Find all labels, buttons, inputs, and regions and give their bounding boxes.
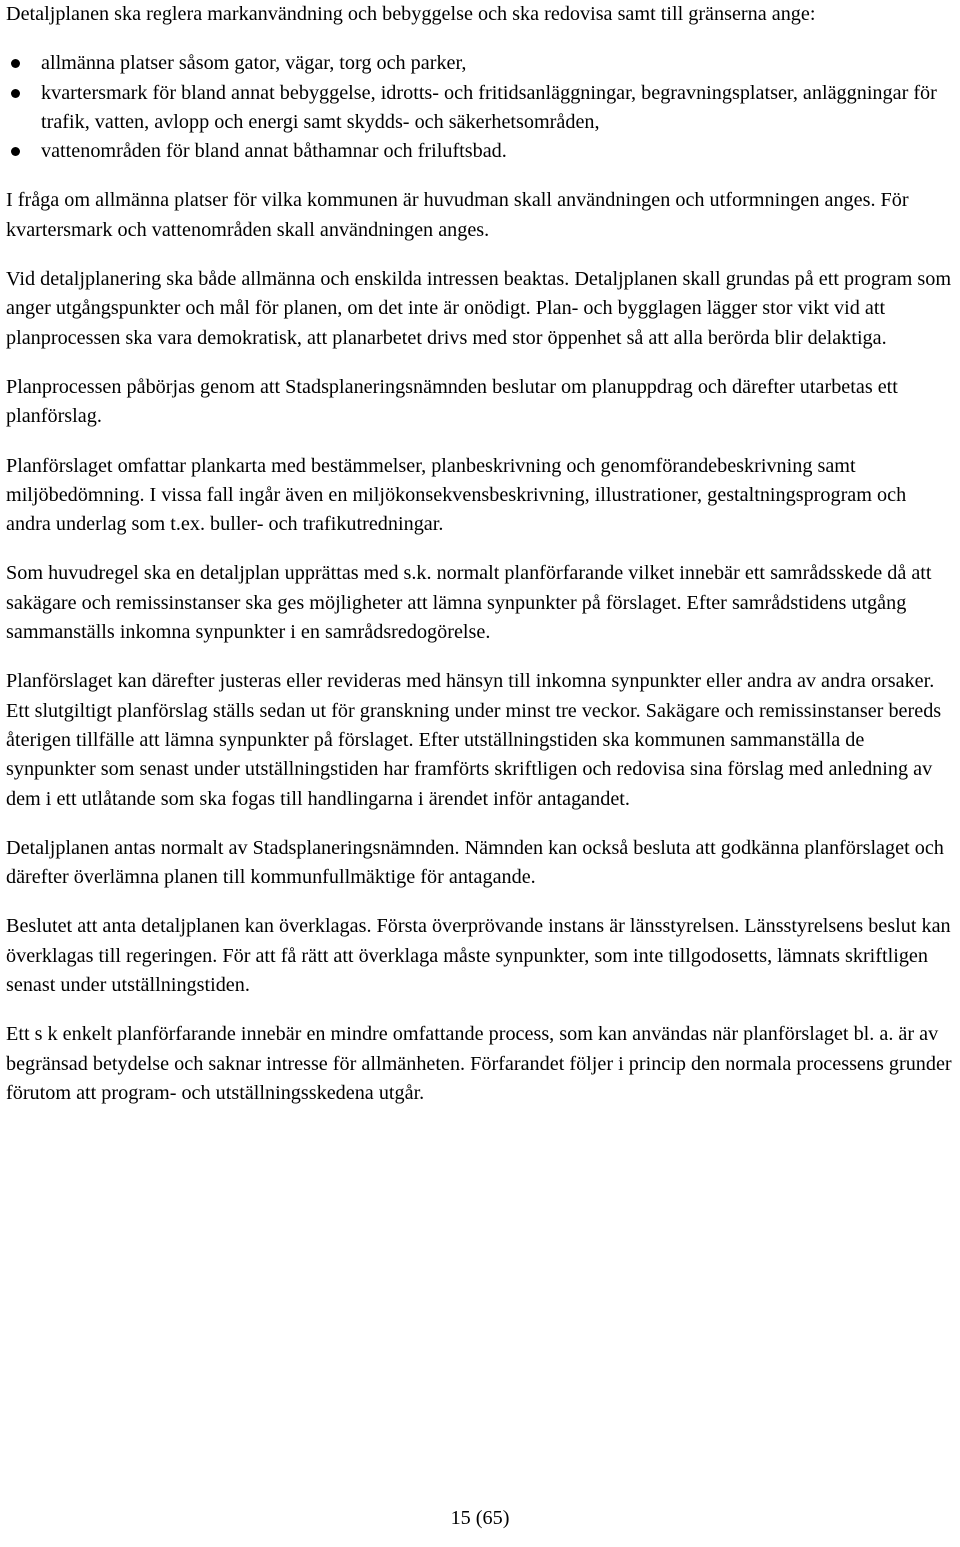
paragraph-simple-procedure: Ett s k enkelt planförfarande innebär en mindre omfattande process, som kan användas när planförslaget bl. a. är av begränsad betydelse och saknar intresse för allmänheten. Förfarandet följer i princip den normala processens grunder förutom att program- och utställningsskedena utgår.: [6, 1023, 952, 1104]
page-number: 15 (65): [450, 1507, 510, 1529]
paragraph-normal-procedure: Som huvudregel ska en detaljplan upprättas med s.k. normalt planförfarande vilket innebär ett samrådsskede då att sakägare och remissinstanser ska ges möjligheter att lämna synpunkter på förslaget. Efter samrådstidens utgång sammanställs inkomna synpunkter i en samrådsredogörelse.: [6, 562, 932, 644]
bullet-text: allmänna platser såsom gator, vägar, torg och parker,: [41, 52, 467, 75]
bullet-text: kvartersmark för bland annat bebyggelse, idrotts- och fritidsanläggningar, begravningsplatser, anläggningar för trafik, vatten, avlopp och energi samt skydds- och säkerhetsområden,: [41, 81, 937, 133]
paragraph-interests: Vid detaljplanering ska både allmänna och enskilda intressen beaktas. Detaljplanen skall grundas på ett program som anger utgångspunkter och mål för planen, om det inte är onödigt. Plan- och bygglagen lägger stor vikt vid att planprocessen ska vara demokratisk, att planarbetet drivs med stor öppenhet så att alla berörda blir delaktiga.: [6, 268, 952, 349]
paragraph-proposal-contents: Planförslaget omfattar plankarta med bestämmelser, planbeskrivning och genomförandebeskrivning samt miljöbedömning. I vissa fall ingår även en miljökonsekvensbeskrivning, illustrationer, gestaltningsprogram och andra underlag som t.ex. buller- och trafikutredningar.: [6, 454, 907, 536]
paragraph-process-start: Planprocessen påbörjas genom att Stadsplaneringsnämnden beslutar om planuppdrag och därefter utarbetas ett planförslag.: [6, 375, 898, 428]
bullet-item: [6, 79, 956, 138]
bullet-icon: [11, 147, 20, 156]
paragraph-revision: Planförslaget kan därefter justeras eller revideras med hänsyn till inkomna synpunkter eller andra av andra orsaker. Ett slutgiltigt planförslag ställs sedan ut för granskning under minst tre veckor. Sakägare och remissinstanser bereds återigen tillfälle att lämna synpunkter på förslaget. Efter utställningstiden ska kommunen sammanställa de synpunkter som senast under utställningstiden har framförts skriftligen och redovisa sina förslag med anledning av dem i ett utlåtande som ska fogas till handlingarna i ärendet inför antagandet.: [6, 670, 942, 810]
document-page: [6, 0, 956, 1108]
bullet-item: [6, 49, 956, 78]
bullet-item: [6, 137, 956, 166]
bullet-icon: [11, 89, 20, 98]
bullet-list: [6, 49, 956, 166]
paragraph-appeal: Beslutet att anta detaljplanen kan överklagas. Första överprövande instans är länsstyrelsen. Länsstyrelsens beslut kan överklagas till regeringen. För att få rätt att överklaga måste synpunkter, som inte tillgodosetts, lämnats skriftligen senast under utställningstiden.: [6, 915, 951, 997]
bullet-icon: [11, 59, 20, 68]
paragraph-usage: I fråga om allmänna platser för vilka kommunen är huvudman skall användningen och utformningen anges. För kvartersmark och vattenområden skall användningen anges.: [6, 189, 909, 241]
bullet-text: vattenområden för bland annat båthamnar och friluftsbad.: [41, 140, 507, 163]
paragraph-adoption: Detaljplanen antas normalt av Stadsplaneringsnämnden. Nämnden kan också besluta att godkänna planförslaget och därefter överlämna planen till kommunfullmäktige för antagande.: [6, 836, 944, 889]
intro-paragraph: Detaljplanen ska reglera markanvändning och bebyggelse och ska redovisa samt till gränserna ange:: [6, 3, 816, 25]
